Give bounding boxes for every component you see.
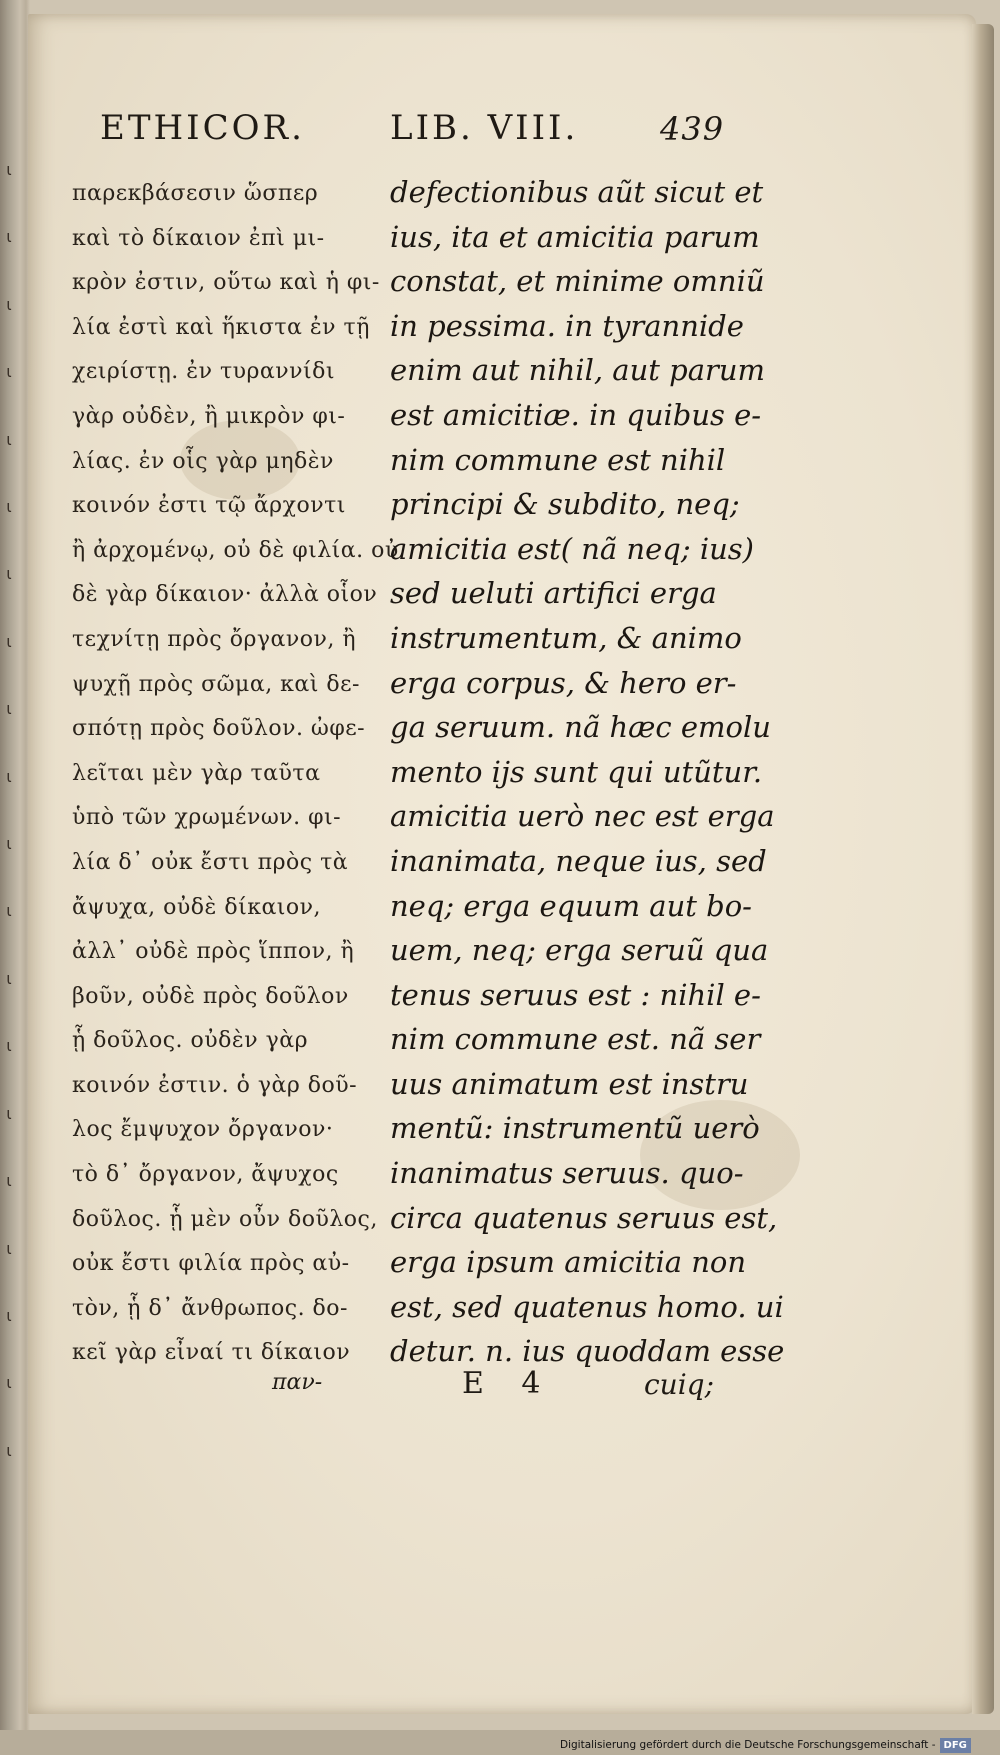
latin-text-line: erga ipsum amicitia non — [390, 1245, 747, 1280]
latin-text-line: erga corpus, & hero er- — [390, 665, 737, 700]
facing-page-fragments — [2, 160, 16, 1460]
latin-text-line: nim commune est nihil — [390, 442, 726, 477]
latin-text-line: detur. n. ius quoddam esse — [390, 1334, 785, 1369]
latin-text-line: inanimata, neque ius, sed — [390, 843, 767, 878]
catchword-latin: cuiq; — [644, 1368, 715, 1401]
facing-page-fragment: ι — [6, 699, 12, 719]
greek-text-line: τεχνίτῃ πρὸς ὄργανον, ἢ — [72, 626, 357, 652]
greek-text-line: δοῦλος. ᾗ μὲν οὖν δοῦλος, — [72, 1206, 378, 1232]
greek-text-line: κεῖ γὰρ εἶναί τι δίκαιον — [72, 1340, 351, 1366]
latin-text-line: ga seruum. nã hæc emolu — [390, 710, 771, 745]
digitization-credit — [560, 1736, 971, 1755]
greek-text-line: σπότῃ πρὸς δοῦλον. ὠφε- — [72, 716, 366, 742]
facing-page-fragment: ι — [6, 1238, 12, 1258]
facing-page-fragment: ι — [6, 766, 12, 786]
page-edge — [972, 24, 994, 1714]
facing-page-fragment: ι — [6, 160, 12, 179]
greek-text-line: ἀλλ᾽ οὐδὲ πρὸς ἵππον, ἢ — [72, 939, 355, 965]
greek-text-line: ὑπὸ τῶν χρωμένων. φι- — [72, 805, 342, 831]
header-book: LIB. VIII. — [390, 108, 579, 148]
latin-text-line: neq; erga equum aut bo- — [390, 888, 752, 923]
greek-text-line: κοινόν ἐστι τῷ ἄρχοντι — [72, 493, 346, 519]
latin-text-line: amicitia est( nã neq; ius) — [390, 531, 754, 566]
facing-page-fragment: ι — [6, 631, 12, 651]
greek-text-line: ἄψυχα, οὐδὲ δίκαιον, — [72, 894, 322, 920]
dfg-logo: DFG — [940, 1738, 971, 1753]
greek-text-line: τὸ δ᾽ ὄργανον, ἄψυχος — [72, 1162, 339, 1188]
greek-text-line: παρεκβάσεσιν ὥσπερ — [72, 181, 319, 206]
greek-text-line: γὰρ οὐδὲν, ἢ μικρὸν φι- — [72, 403, 346, 429]
latin-text-line: uus animatum est instru — [390, 1066, 749, 1101]
latin-text-line: ius, ita et amicitia parum — [390, 219, 760, 254]
greek-text-line: λος ἔμψυχον ὄργανον· — [72, 1117, 334, 1143]
latin-text-line: constat, et minime omniũ — [390, 264, 765, 299]
latin-text-line: sed ueluti artifici erga — [390, 576, 717, 611]
facing-page-fragment: ι — [6, 1440, 12, 1460]
greek-text-line: ᾗ δοῦλος. οὐδὲν γὰρ — [72, 1028, 309, 1054]
catchword-greek: παν- — [272, 1370, 323, 1395]
greek-text-line: βοῦν, οὐδὲ πρὸς δοῦλον — [72, 983, 349, 1009]
facing-page-fragment: ι — [6, 564, 12, 584]
latin-text-line: inanimatus seruus. quo- — [390, 1156, 744, 1191]
latin-text-line: defectionibus aũt sicut et — [390, 175, 764, 209]
latin-text-line: amicitia uerò nec est erga — [390, 799, 775, 834]
facing-page-fragment: ι — [6, 901, 12, 921]
header-title: ETHICOR. — [100, 108, 305, 148]
latin-text-line: circa quatenus seruus est, — [390, 1200, 778, 1235]
latin-text-line: uem, neq; erga seruũ qua — [390, 933, 769, 968]
facing-page-fragment: ι — [6, 1305, 12, 1325]
facing-page-fragment: ι — [6, 1171, 12, 1191]
facing-page-fragment: ι — [6, 294, 12, 314]
latin-text-line: mentũ: instrumentũ uerò — [390, 1111, 760, 1146]
page-number: 439 — [660, 110, 725, 148]
greek-text-line: δὲ γὰρ δίκαιον· ἀλλὰ οἷον — [72, 582, 378, 608]
facing-page-fragment: ι — [6, 1036, 12, 1056]
greek-text-line: κρὸν ἐστιν, οὕτω καὶ ἡ φι- — [72, 270, 380, 296]
latin-text-line: enim aut nihil, aut parum — [390, 353, 766, 388]
facing-page-fragment: ι — [6, 362, 12, 382]
latin-text-line: est, sed quatenus homo. ui — [390, 1289, 784, 1324]
greek-text-line: ψυχῇ πρὸς σῶμα, καὶ δε- — [72, 671, 360, 697]
latin-text-column — [390, 170, 785, 1374]
latin-text-line: nim commune est. nã ser — [390, 1022, 761, 1057]
latin-text-line: tenus seruus est : nihil e- — [390, 977, 761, 1012]
greek-text-line: ἢ ἀρχομένῳ, οὐ δὲ φιλία. οὐ — [72, 537, 399, 563]
greek-text-line: χειρίστῃ. ἐν τυραννίδι — [72, 359, 336, 385]
greek-text-line: καὶ τὸ δίκαιον ἐπὶ μι- — [72, 225, 325, 251]
page-footer — [72, 1366, 752, 1410]
signature-mark: E 4 — [462, 1366, 555, 1401]
facing-page-fragment: ι — [6, 1373, 12, 1393]
latin-text-line: est amicitiæ. in quibus e- — [390, 397, 762, 432]
facing-page-fragment: ι — [6, 497, 12, 517]
credit-text: Digitalisierung gefördert durch die Deutsche Forschungsgemeinschaft - — [560, 1739, 936, 1751]
greek-text-line: οὐκ ἔστι φιλία πρὸς αὐ- — [72, 1251, 350, 1277]
facing-page-fragment: ι — [6, 429, 12, 449]
running-header — [100, 108, 740, 156]
greek-text-line: λεῖται μὲν γὰρ ταῦτα — [72, 760, 321, 786]
latin-text-line: in pessima. in tyrannide — [390, 308, 744, 343]
greek-text-line: τὸν, ᾗ δ᾽ ἄνθρωπος. δο- — [72, 1295, 348, 1321]
latin-text-line: principi & subdito, neq; — [390, 487, 740, 522]
latin-text-line: instrumentum, & animo — [390, 620, 742, 655]
facing-page-fragment: ι — [6, 834, 12, 854]
facing-page-fragment: ι — [6, 968, 12, 988]
latin-text-line: mento ijs sunt qui utũtur. — [390, 754, 763, 789]
greek-text-line: λία δ᾽ οὐκ ἔστι πρὸς τὰ — [72, 849, 349, 875]
facing-page-fragment: ι — [6, 1103, 12, 1123]
greek-text-line: λία ἐστὶ καὶ ἥκιστα ἐν τῇ — [72, 314, 370, 340]
greek-text-line: λίας. ἐν οἷς γὰρ μηδὲν — [72, 448, 334, 474]
greek-text-line: κοινόν ἐστιν. ὁ γὰρ δοῦ- — [72, 1072, 358, 1098]
greek-text-column — [72, 172, 399, 1376]
facing-page-fragment: ι — [6, 227, 12, 247]
